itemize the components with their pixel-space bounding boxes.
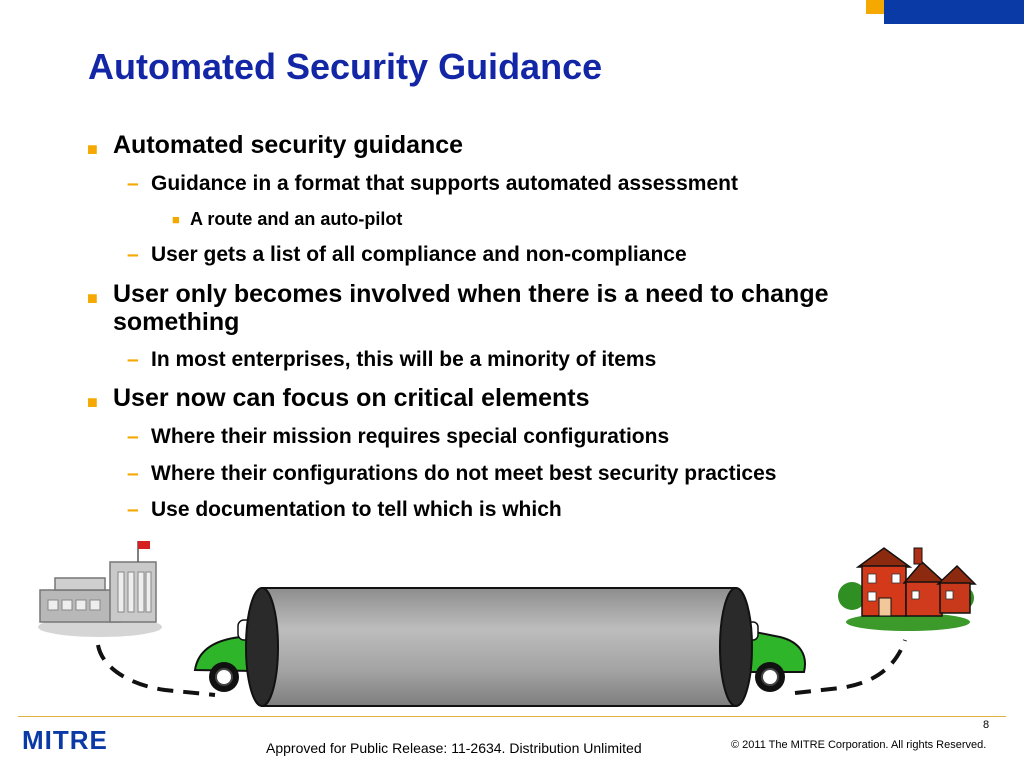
dash-marker: – <box>127 172 139 195</box>
dash-marker: – <box>127 243 139 266</box>
bullet-1-2: User gets a list of all compliance and non-compliance <box>151 243 687 266</box>
tunnel-pipe-icon <box>246 588 752 706</box>
red-house-icon <box>838 548 975 631</box>
bullet-3: User now can focus on critical elements <box>113 384 590 412</box>
bullet-3-2: Where their configurations do not meet best security practices <box>151 462 777 485</box>
mitre-logo: MITRE <box>22 725 108 755</box>
bullet-2-line1: User only becomes involved when there is a need to change <box>113 280 829 308</box>
bullet-3-3: Use documentation to tell which is which <box>151 498 562 521</box>
dash-marker: – <box>127 462 139 485</box>
route-illustration <box>0 530 1024 710</box>
factory-building-icon <box>38 541 162 637</box>
bullet-1-1-1: A route and an auto-pilot <box>190 209 403 229</box>
bullet-1: Automated security guidance <box>113 131 464 159</box>
bullet-2-line2: something <box>113 308 240 336</box>
bullet-2-1: In most enterprises, this will be a minority of items <box>151 348 657 371</box>
dash-marker: – <box>127 425 139 448</box>
page-number: 8 <box>983 719 990 731</box>
flag-icon <box>138 541 150 549</box>
footer-divider <box>18 716 1006 717</box>
bullet-marker: ■ <box>87 139 98 159</box>
dash-marker: – <box>127 348 139 371</box>
bullet-marker: ■ <box>172 212 180 227</box>
dash-marker: – <box>127 498 139 521</box>
bullet-1-1: Guidance in a format that supports automated assessment <box>151 172 738 195</box>
bullet-marker: ■ <box>87 288 98 308</box>
dashed-route-right <box>795 640 905 693</box>
copyright-notice: © 2011 The MITRE Corporation. All rights Reserved. <box>731 739 987 751</box>
bullet-marker: ■ <box>87 392 98 412</box>
release-statement: Approved for Public Release: 11-2634. Distribution Unlimited <box>266 740 642 756</box>
bullet-3-1: Where their mission requires special configurations <box>151 425 670 448</box>
page-title: Automated Security Guidance <box>88 46 603 87</box>
